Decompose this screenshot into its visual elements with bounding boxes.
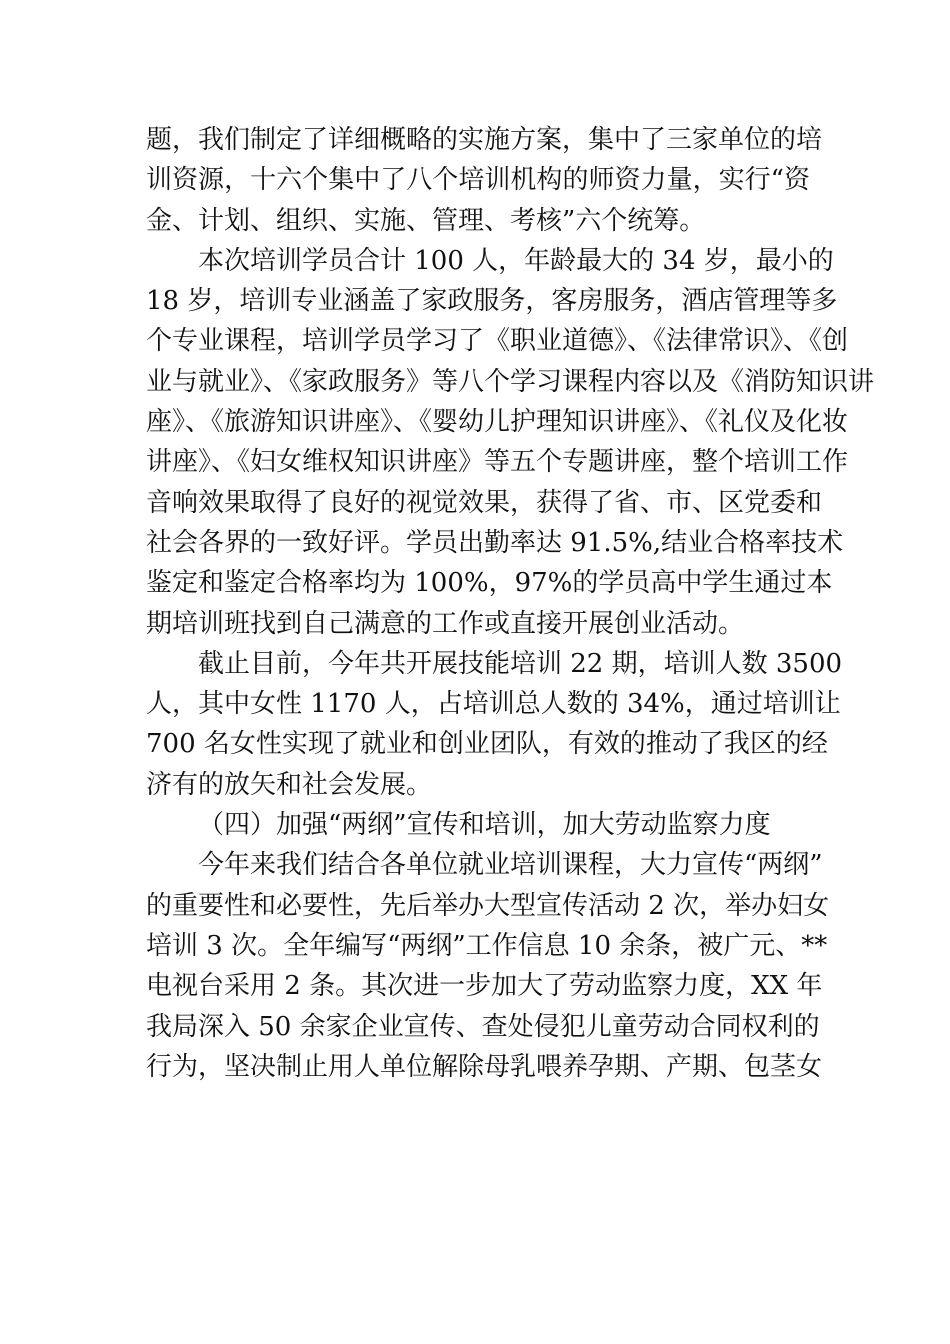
body-paragraph [146, 241, 875, 644]
body-paragraph [146, 845, 830, 1087]
paragraph-line: 音响效果取得了良好的视觉效果，获得了省、市、区党委和 [146, 487, 823, 518]
paragraph-line: 济有的放矢和社会发展。 [146, 769, 433, 800]
paragraph-line: 本次培训学员合计 100 人，年龄最大的 34 岁，最小的 [198, 245, 834, 276]
paragraph-line: 今年来我们结合各单位就业培训课程，大力宣传“两纲” [198, 850, 823, 881]
paragraph-line: 截止目前，今年共开展技能培训 22 期，培训人数 3500 [198, 648, 843, 679]
paragraph-line: 金、计划、组织、实施、管理、考核”六个统筹。 [146, 205, 706, 236]
section-heading [146, 805, 810, 845]
paragraph-line: 的重要性和必要性，先后举办大型宣传活动 2 次，举办妇女 [146, 890, 830, 921]
paragraph-line: 期培训班找到自己满意的工作或直接开展创业活动。 [146, 608, 745, 639]
paragraph-line: 社会各界的一致好评。学员出勤率达 91.5%,结业合格率技术 [146, 527, 844, 558]
heading-text: （四）加强“两纲”宣传和培训，加大劳动监察力度 [198, 810, 771, 841]
paragraph-line: 700 名女性实现了就业和创业团队，有效的推动了我区的经 [146, 729, 828, 760]
paragraph-line: 电视台采用 2 条。其次进一步加大了劳动监察力度，XX 年 [146, 971, 823, 1002]
paragraph-line: 讲座》、《妇女维权知识讲座》等五个专题讲座，整个培训工作 [146, 447, 849, 478]
paragraph-line: 人，其中女性 1170 人，占培训总人数的 34%，通过培训让 [146, 689, 841, 720]
document-body [146, 120, 875, 1087]
paragraph-line: 业与就业》、《家政服务》等八个学习课程内容以及《消防知识讲 [146, 366, 875, 397]
body-paragraph [146, 120, 823, 241]
paragraph-line: 我局深入 50 余家企业宣传、查处侵犯儿童劳动合同权利的 [146, 1011, 820, 1042]
paragraph-line: 18 岁，培训专业涵盖了家政服务，客房服务，酒店管理等多 [146, 286, 838, 317]
paragraph-line: 训资源，十六个集中了八个培训机构的师资力量，实行“资 [146, 165, 810, 196]
paragraph-line: 题，我们制定了详细概略的实施方案，集中了三家单位的培 [146, 125, 823, 155]
paragraph-line: 培训 3 次。全年编写“两纲”工作信息 10 余条，被广元、** [146, 930, 828, 961]
paragraph-line: 行为，坚决制止用人单位解除母乳喂养孕期、产期、包茎女 [146, 1051, 823, 1082]
paragraph-line: 个专业课程，培训学员学习了《职业道德》、《法律常识》、《创 [146, 326, 849, 357]
paragraph-line: 鉴定和鉴定合格率均为 100%，97%的学员高中学生通过本 [146, 568, 833, 599]
body-paragraph [146, 644, 843, 805]
paragraph-line: 座》、《旅游知识讲座》、《婴幼儿护理知识讲座》、《礼仪及化妆 [146, 407, 849, 438]
